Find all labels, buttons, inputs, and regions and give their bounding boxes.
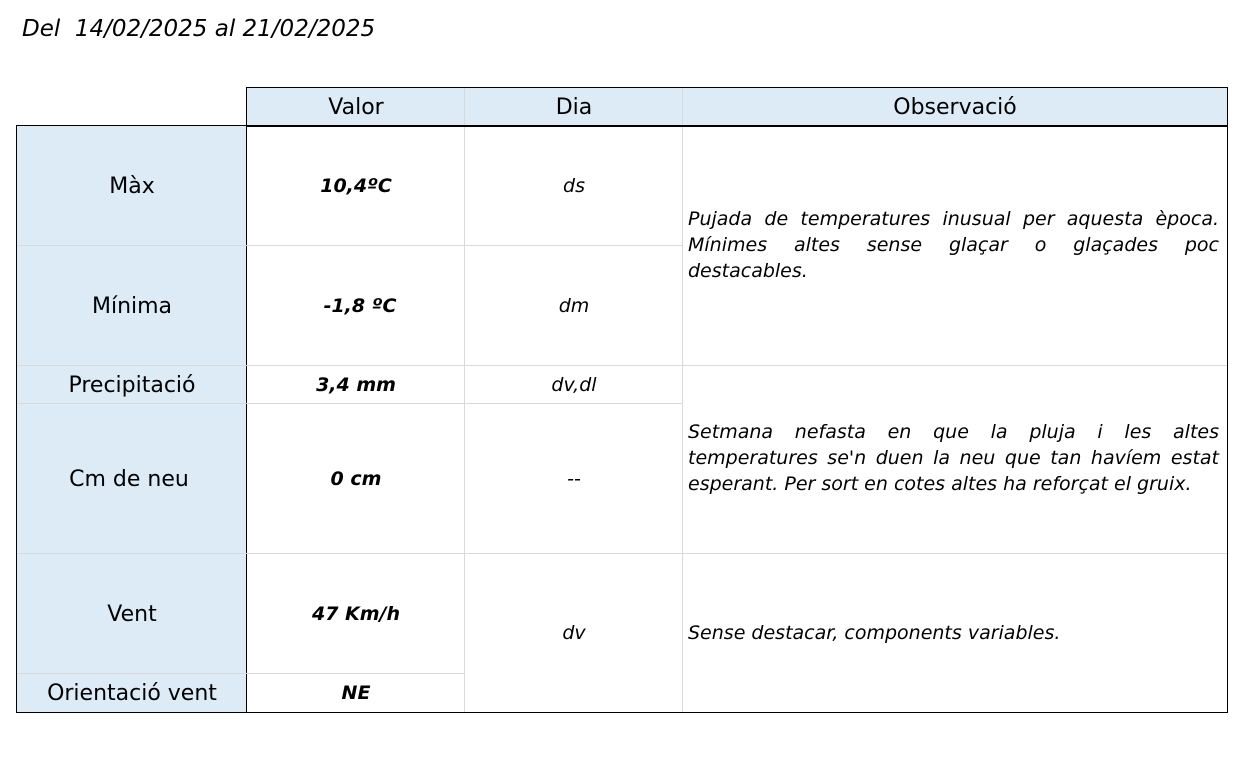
observation-precipitation-text: Setmana nefasta en que la pluja i les altes temperatures se'n duen la neu que tan havíem estat esperant. Per sort en cotes altes ha reforçat el gruix. (688, 421, 1219, 495)
value-cm-de-neu: 0 cm (330, 468, 382, 490)
value-minima: -1,8 ºC (323, 295, 397, 317)
day-max: ds (563, 175, 585, 197)
value-orientacio-vent: NE (341, 682, 371, 704)
observation-temperatures-text: Pujada de temperatures inusual per aquesta època. Mínimes altes sense glaçar o glaçades poc destacables. (688, 208, 1219, 282)
grid-line (17, 365, 1227, 366)
column-header-dia: Dia (465, 88, 683, 126)
observation-temperatures (683, 126, 1227, 366)
row-label-precipitacio: Precipitació (17, 366, 247, 404)
grid-line (246, 88, 247, 712)
grid-line (17, 245, 683, 246)
grid-line (682, 88, 683, 712)
day-minima: dm (558, 295, 590, 317)
observation-wind (683, 554, 1227, 712)
value-precipitacio: 3,4 mm (316, 374, 396, 396)
column-header-observacio: Observació (683, 88, 1227, 126)
observation-precipitation (683, 366, 1227, 554)
row-label-vent: Vent (17, 554, 247, 674)
grid-line (464, 88, 465, 712)
row-label-cm-de-neu: Cm de neu (17, 404, 247, 554)
row-label-minima: Mínima (17, 246, 247, 366)
row-label-max: Màx (17, 126, 247, 246)
day-vent: dv (562, 622, 586, 644)
value-max: 10,4ºC (320, 175, 392, 197)
day-precipitacio: dv,dl (551, 374, 597, 396)
row-label-orientacio-vent: Orientació vent (17, 674, 247, 712)
column-header-valor: Valor (247, 88, 465, 126)
grid-line (17, 553, 1227, 554)
grid-line (17, 673, 465, 674)
day-cm-de-neu: -- (567, 468, 581, 490)
date-range-title: Del 14/02/2025 al 21/02/2025 (22, 16, 376, 42)
observation-wind-text: Sense destacar, components variables. (688, 622, 1061, 644)
grid-line (17, 403, 683, 404)
value-vent: 47 Km/h (311, 603, 401, 625)
